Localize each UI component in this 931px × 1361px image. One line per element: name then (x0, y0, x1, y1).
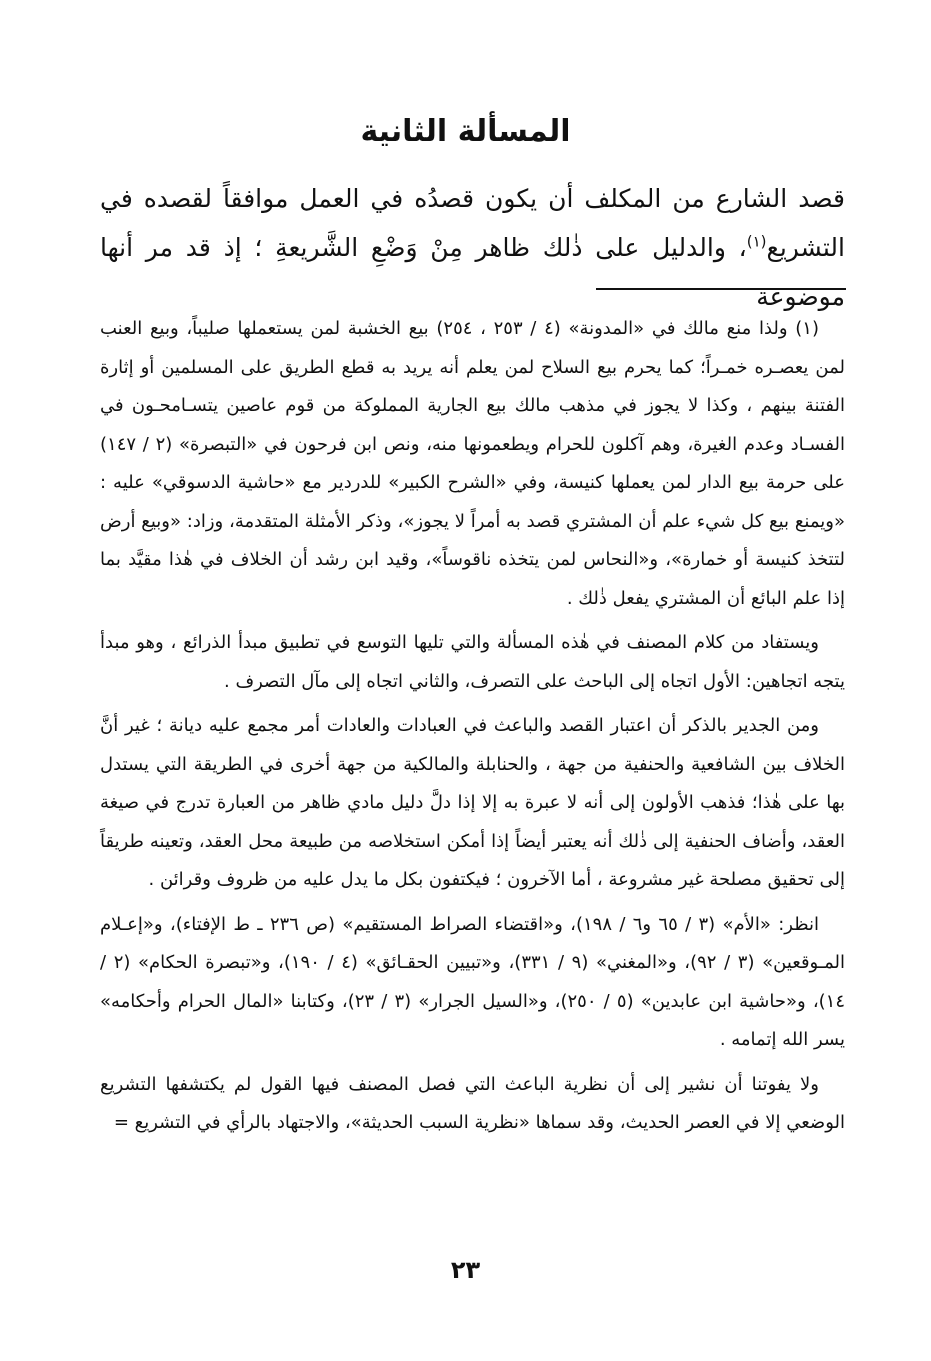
footnote-paragraph: ومن الجدير بالذكر أن اعتبار القصد والباعث في العبادات والعادات أمر مجمع عليه ديانة ؛ غير أنَّ الخلاف بين الشافعية والحنفية من جهة ، والحنابلة والمالكية من جهة أخرى في الطريقة التي يستدل بها على هٰذا؛ فذهب الأولون إلى أنه لا عبرة به إلا إذا دلَّ دليل مادي ظاهر من العبارة تدرج في صيغة العقد، وأضاف الحنفية إلى ذٰلك أنه يعتبر أيضاً إذا أمكن استخلاصه من طبيعة محل العقد، وتعينه طريقاً إلى تحقيق مصلحة غير مشروعة ، أما الآخرون ؛ فيكتفون بكل ما يدل عليه من ظروف وقرائن . (100, 715, 845, 890)
main-text-part-2: ، والدليل على ذٰلك ظاهر مِنْ وَضْعِ الشَّريعةِ ؛ إذ قد مر أنها موضوعة (100, 233, 845, 311)
section-heading: المسألة الثانية (360, 114, 571, 149)
footnote-paragraph: انظر: «الأم» (٣ / ٦٥ و٦ / ١٩٨)، و«اقتضاء الصراط المستقيم» (ص ٢٣٦ ـ ط الإفتاء)، و«إعـلام المـوقعين» (٣ / ٩٢)، و«المغني» (٩ / ٣٣١)، و«تبيين الحقـائق» (٤ / ١٩٠)، و«تبصرة الحكام» (٢ / ١٤)، و«حاشية ابن عابدين» (٥ / ٢٥٠)، و«السيل الجرار» (٣ / ٢٣)، وكتابنا «المال الحرام وأحكامه» يسر الله إتمامه . (100, 913, 846, 1050)
footnote-paragraph: ويستفاد من كلام المصنف في هٰذه المسألة والتي تليها التوسع في تطبيق مبدأ الذرائع ، وهو مبدأ يتجه اتجاهين: الأول اتجاه إلى الباحث على التصرف، والثاني اتجاه إلى مآل التصرف . (100, 632, 845, 692)
footnote-paragraph: (١) ولذا منع مالك في «المدونة» (٤ / ٢٥٣ ، ٢٥٤) بيع الخشبة لمن يستعملها صليباً، وبيع العنب لمن يعصـره خمـراً؛ كما يحرم بيع السلاح لمن يعلم أنه يريد به قطع الطريق على المسلمين أو إثارة الفتنة بينهم ، وكذا لا يجوز في مذهب مالك بيع الجارية المملوكة من قوم عاصين يتسـامحـون في الفسـاد وعدم الغيرة، وهم آكلون للحرام ويطعمونها منه، ونص ابن فرحون في «التبصرة» (٢ / ١٤٧) على حرمة بيع الدار لمن يعملها كنيسة، وفي «الشرح الكبير» للدردير مع «حاشية الدسوقي» عليه : «ويمنع بيع كل شيء علم أن المشتري قصد به أمراً لا يجوز»، وذكر الأمثلة المتقدمة، وزاد: «وبيع أرض لتتخذ كنيسة أو خمارة»، و«النحاس لمن يتخذه ناقوساً»، وقيد ابن رشد أن الخلاف في هٰذا مقيَّد بما إذا علم البائع أن المشتري يفعل ذٰلك . (100, 318, 845, 609)
footnote-marker: (١) (746, 232, 767, 251)
footnotes (100, 310, 845, 1149)
footnote-separator (596, 288, 846, 290)
footnote-paragraph: ولا يفوتنا أن نشير إلى أن نظرية الباعث التي فصل المصنف فيها القول لم يكتشفها التشريع الوضعي إلا في العصر الحديث، وقد سماها «نظرية السبب الحديثة»، والاجتهاد بالرأي في التشريع = (100, 1073, 845, 1133)
page-number: ٢٣ (450, 1256, 481, 1284)
main-paragraph (100, 174, 845, 321)
main-text-part-1: قصد الشارع من المكلف أن يكون قصدُه في العمل موافقاً لقصده في التشريع (100, 184, 845, 262)
